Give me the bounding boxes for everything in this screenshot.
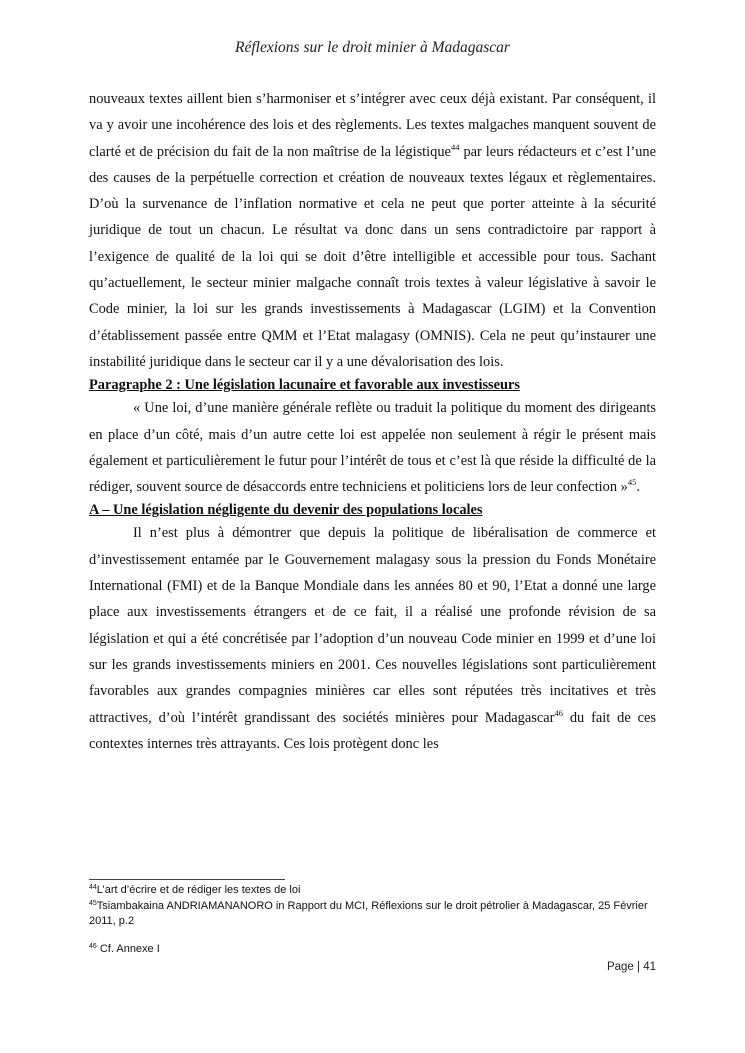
paragraph-1: nouveaux textes aillent bien s’harmoniser et s’intégrer avec ceux déjà existant. Par conséquent, il va y avoir une incohérence des lois et des règlements. Les textes malgaches manquent souvent de clarté et de précision du fait de la non maîtrise de la légistique$^{44}$ par leurs rédacteurs et c’est l’une des causes de la perpétuelle correction et création de nouveaux textes légaux et règlementaires. D’où la survenance de l’inflation normative et cela ne peut que porter atteinte à la sécurité juridique de tout un chacun. Le résultat va donc dans un sens contradictoire par rapport à l’exigence de qualité de la loi qui se doit d’être intelligible et accessible pour tous. Sachant qu’actuellement, le secteur minier malgache connaît trois textes à valeur législative à savoir le Code minier, la loi sur les grands investissements à Madagascar (LGIM) et la Convention d’établissement passée entre QMM et l’Etat malagasy (OMNIS). Cela ne peut qu’instaurer une instabilité juridique dans le secteur car il y a une dévalorisation des lois. [89, 91, 656, 370]
footnote-ref-46[interactable]: 46 [554, 707, 563, 718]
running-header: Réflexions sur le droit minier à Madagascar [235, 39, 510, 56]
footnote-ref-45[interactable]: 45 [627, 477, 637, 488]
footnote-44: $^{44}$L’art d’écrire et de rédiger les textes de loi [89, 884, 301, 896]
section-heading-paragraphe-2: Paragraphe 2 : Une législation lacunaire et favorable aux investisseurs [89, 377, 521, 394]
footnote-45: $^{45}$Tsiambakaina ANDRIAMANANORO in Rapport du MCI, Réflexions sur le droit pétrolier à Madagascar, 25 Février 2011, p.2 [89, 899, 648, 927]
footnote-46: $^{46}$ Cf. Annexe I [89, 942, 160, 955]
page-number: Page | 41 [606, 961, 656, 973]
footnote-divider [89, 879, 285, 880]
footnote-ref-44[interactable]: 44 [450, 141, 460, 152]
body-text [89, 86, 656, 757]
footnotes [89, 883, 659, 957]
paragraph-3: Il n’est plus à démontrer que depuis la politique de libéralisation de commerce et d’investissement entamée par le Gouvernement malagasy sous la pression du Fonds Monétaire International (FMI) et de la Banque Mondiale dans les années 80 et 90, l’Etat a donné une large place aux investissements étrangers et de ce fait, il a réalisé une profonde révision de sa législation et qui a été concrétisée par l’adoption d’un nouveau Code minier en 1999 et d’une loi sur les grands investissements miniers en 2001. Ces nouvelles législations sont particulièrement favorables aux grandes compagnies minières car elles sont réputées très incitatives et très attractives, d’où l’intérêt grandissant des sociétés minières pour Madagascar$^{46}$ du fait de ces contextes internes très attrayants. Ces lois protègent donc les [89, 525, 656, 752]
section-heading-a: A – Une législation négligente du devenir des populations locales [89, 502, 483, 519]
paragraph-quote: « Une loi, d’une manière générale reflète ou traduit la politique du moment des dirigeants en place d’un côté, mais d’un autre cette loi est appelée non seulement à régir le présent mais également et particulièrement le futur pour l’intérêt de tous et c’est là que réside la difficulté de la rédiger, souvent source de désaccords entre techniciens et politiciens lors de leur confection »$^{45}$. [89, 400, 656, 496]
